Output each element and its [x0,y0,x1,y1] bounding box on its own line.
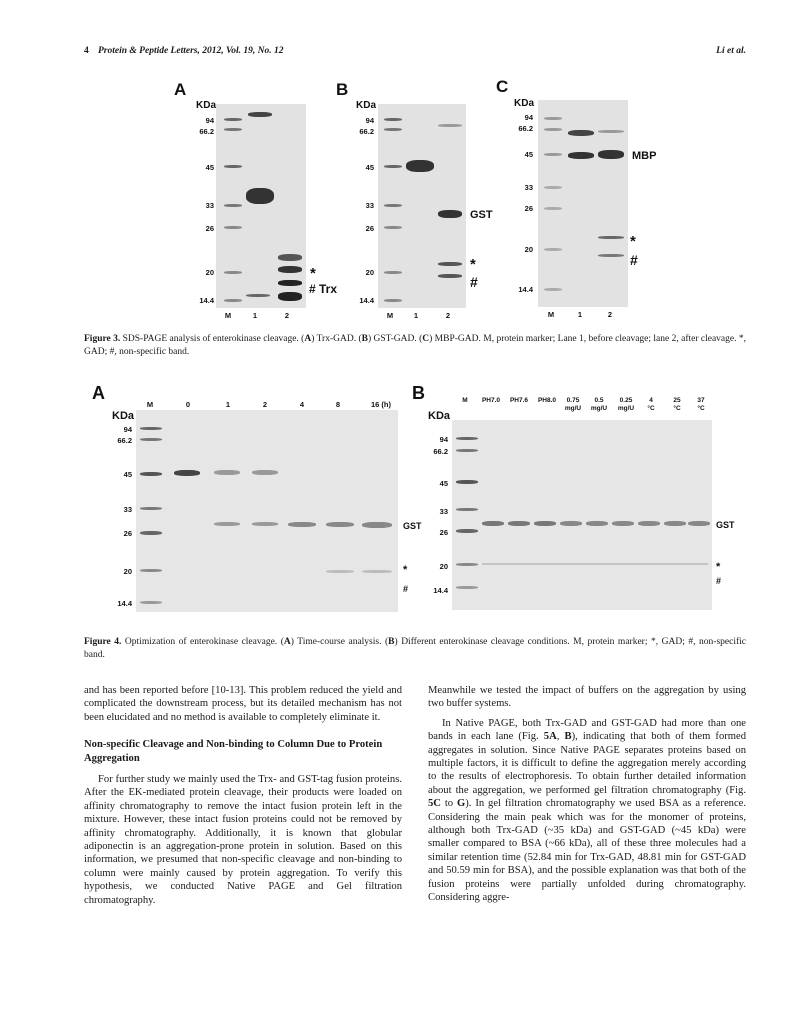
fig4-a-lane-label: 2 [262,400,268,409]
fig3-a-gad-marker: * [310,265,316,282]
fig4-b-lane-top: M [462,397,468,404]
fig4-b-lane-top: 37 [697,397,705,404]
fig3-b-marker-label: 14.4 [359,296,374,305]
fig3-b-marker-label: 94 [365,116,374,125]
paragraph-text: In Native PAGE, both Trx-GAD and GST-GAD had more than one bands in each lane (Fig. [428,717,746,743]
fig3-a-gel-image [216,104,306,308]
fig3-a-marker-label: 66.2 [199,127,214,136]
fig3-a-marker-label: 94 [205,116,214,125]
fig4-a-lane-label: 8 [335,400,341,409]
fig4-b-lane-label [506,397,532,405]
right-paragraph-2 [428,717,746,905]
caption-panel-ref: B [388,637,395,647]
fig3-b-marker-label: 33 [365,201,374,210]
fig4-a-nonspecific-marker: # [403,584,409,594]
caption-text: Optimization of enterokinase cleavage. ( [121,637,284,647]
fig3-c-lane-label: 1 [577,310,583,319]
fig4-b-lane-label [586,397,612,413]
caption-text: ) MBP-GAD. M, protein marker; Lane 1, before cleavage; lane 2, after cleavage. *, GAD; #, non-specific band. [84,334,746,357]
fig3-b-nonspecific-marker: # [470,274,478,290]
fig4-a-marker-label: 94 [123,425,132,434]
fig3-b-lane-label: 2 [445,311,451,320]
caption-text: ) Different enterokinase cleavage conditions. M, protein marker; *, GAD; #, non-specific band. [84,637,747,660]
section-heading: Non-specific Cleavage and Non-binding to Column Due to Protein Aggregation [84,739,383,764]
fig4-a-unit-label: KDa [112,410,135,422]
fig3-c-nonspecific-marker: # [630,252,638,268]
fig3-c-unit-label: KDa [514,98,535,109]
fig4-panel-b-letter: B [412,383,425,403]
fig4-b-lane-top: 4 [649,397,653,404]
paragraph-text: ), indicating that both of them formed aggregates in solution. Since Native PAGE separates proteins based on multiple factors, it is difficult to define the aggregation merely according to the results of electrophoresis. To obtain further detailed information about the aggregation, we performed gel filtration chromatography (Fig. [428,731,747,796]
fig4-a-lane-label: 0 [185,400,191,409]
caption-panel-ref: C [422,334,430,344]
fig3-c-marker-label: 26 [524,204,533,213]
caption-text: SDS-PAGE analysis of enterokinase cleavage. ( [120,334,305,344]
fig4-b-lane-label [613,397,639,413]
fig3-b-gst-label: GST [470,209,493,221]
fig4-a-lane-label: 4 [299,400,305,409]
paragraph-text: , [556,731,565,743]
fig4-b-lane-label [638,397,664,413]
fig4-b-lane-bottom: mg/U [564,405,582,412]
fig4-b-marker-label: 26 [439,528,448,537]
fig3-b-marker-label: 66.2 [359,127,374,136]
fig4-b-gel-image [452,420,712,610]
fig3-a-marker-label: 26 [205,224,214,233]
left-paragraph-2: For further study we mainly used the Trx- and GST-tag fusion proteins. After the EK-mediated protein cleavage, their products were loaded on affinity chromatography to remove the intact fusion protein left in the mixture. However, these intact fusion proteins could not be removed by affinity chromatography. Additionally, it is known that globular adiponectin is an aggregation-prone protein in solution. Based on this information, we presumed that non-specific cleavage and non-binding to column were mainly caused by protein aggregation. To verify this hypothesis, we conducted Native PAGE and Gel filtration chromatography. [84,774,402,906]
fig4-b-lane-top: PH7.6 [509,397,529,404]
fig4-a-gel-image [136,410,398,612]
fig4-a-lane-label: M [146,400,154,409]
fig4-a-marker-label: 14.4 [117,599,132,608]
fig4-b-lane-top: PH7.0 [481,397,501,404]
fig4-b-lane-bottom: mg/U [617,405,635,412]
figure-3-caption [84,333,746,358]
fig4-a-marker-label: 26 [123,529,132,538]
fig4-a-marker-label: 20 [123,567,132,576]
fig4-panel-a-letter: A [92,383,105,403]
fig4-b-lane-label [534,397,560,405]
fig4-b-nonspecific-marker: # [716,576,722,586]
caption-text: ) Trx-GAD. ( [311,334,362,344]
fig3-c-mbp-label: MBP [632,150,657,162]
figure-reference: 5A [543,731,557,743]
fig3-a-lane-label: M [224,311,232,320]
left-paragraph-1: and has been reported before [10-13]. This problem reduced the yield and complicated the downstream process, but its detailed mechanism has not been elucidated and no method is available to completely eliminate it. [84,685,402,723]
figure-4-label: Figure 4. [84,637,122,647]
fig3-a-marker-label: 20 [205,268,214,277]
author-running-head: Li et al. [716,46,746,56]
right-paragraph-1: Meanwhile we tested the impact of buffers on the aggregation by using two buffer systems. [428,685,746,710]
fig4-b-lane-bottom: °C [673,405,681,412]
fig3-b-marker-label: 45 [365,163,374,172]
figure-reference: B [564,731,572,743]
fig4-b-lane-top: 0.75 [566,397,580,404]
fig3-a-unit-label: KDa [196,100,217,111]
figure-3-label: Figure 3. [84,334,121,344]
paragraph-text: to [440,798,457,810]
fig4-b-marker-label: 66.2 [433,447,448,456]
fig4-a-gst-label: GST [403,521,422,531]
page-number: 4 [84,46,89,56]
fig3-c-marker-label: 45 [524,150,533,159]
fig4-b-lane-top: PH8.0 [537,397,557,404]
fig3-panel-a-letter: A [174,80,187,99]
fig3-a-lane-label: 1 [252,311,258,320]
fig3-panel-b-letter: B [336,80,349,99]
fig4-b-lane-top: 25 [673,397,681,404]
fig4-b-marker-label: 45 [439,479,448,488]
fig4-b-marker-label: 20 [439,562,448,571]
caption-text: ) GST-GAD. ( [367,334,423,344]
figure-reference: 5C [428,798,441,810]
fig3-b-lane-label: M [386,311,394,320]
caption-panel-ref: A [283,637,291,647]
fig4-b-marker-label: 14.4 [433,586,448,595]
caption-panel-ref: A [304,334,312,344]
right-column [428,684,746,911]
fig3-b-gad-marker: * [470,256,476,273]
fig4-b-lane-label [560,397,586,413]
fig4-b-lane-top: 0.5 [594,397,604,404]
journal-citation: Protein & Peptide Letters, 2012, Vol. 19, No. 12 [98,46,284,56]
paragraph-text: ). In gel filtration chromatography we used BSA as a reference. Considering the main peak which was for the monomer of proteins, although both Trx-GAD (~35 kDa) and GST-GAD (~45 kDa) were smaller compared to BSA (~66 kDa), all of these three molecules had a similar retention time (52.84 min for Trx-GAD, 48.81 min for GST-GAD and 50.59 min for BSA), and the possible explanation was that both of the fusion proteins were partially unfolded during chromatography. Considering aggre- [428,798,747,904]
fig3-a-marker-label: 33 [205,201,214,210]
fig3-c-lane-label: 2 [607,310,613,319]
caption-text: ) Time-course analysis. ( [290,637,389,647]
fig3-a-marker-label: 45 [205,163,214,172]
fig3-c-gad-marker: * [630,233,636,250]
fig4-a-lane-label: 16 (h) [370,400,391,409]
fig3-a-lane-label: 2 [284,311,290,320]
caption-panel-ref: B [361,334,368,344]
fig4-a-lane-label: 1 [225,400,231,409]
fig3-c-lane-label: M [547,310,555,319]
fig3-b-marker-label: 26 [365,224,374,233]
fig3-c-gel-image [538,100,628,307]
fig3-a-trx-label: # Trx [309,282,338,296]
fig4-b-gad-marker: * [716,561,721,573]
figure-3 [0,0,791,380]
fig4-b-lane-label [452,397,478,405]
fig3-b-unit-label: KDa [356,100,377,111]
fig4-b-lane-label [478,397,504,405]
fig4-b-marker-label: 33 [439,507,448,516]
fig4-b-marker-label: 94 [439,435,448,444]
figure-reference: G [457,798,466,810]
fig3-c-marker-label: 33 [524,183,533,192]
fig4-b-lane-bottom: °C [647,405,655,412]
fig3-b-lane-label: 1 [413,311,419,320]
fig3-c-marker-label: 14.4 [518,285,533,294]
fig3-c-marker-label: 20 [524,245,533,254]
fig3-b-gel-image [378,104,466,308]
fig3-panel-c-letter: C [496,77,509,96]
fig4-b-lane-top: 0.25 [619,397,633,404]
fig4-b-gst-label: GST [716,520,735,530]
left-column [84,684,402,913]
figure-4-caption [84,636,746,661]
fig4-a-marker-label: 33 [123,505,132,514]
fig4-b-unit-label: KDa [428,410,451,422]
fig4-b-lane-label [664,397,690,413]
fig4-b-lane-bottom: mg/U [590,405,608,412]
figure-4 [0,380,791,670]
fig3-b-marker-label: 20 [365,268,374,277]
fig3-c-marker-label: 94 [524,113,533,122]
fig4-b-lane-bottom: °C [697,405,705,412]
fig4-a-marker-label: 66.2 [117,436,132,445]
fig4-a-marker-label: 45 [123,470,132,479]
fig4-a-gad-marker: * [403,564,408,576]
fig3-c-marker-label: 66.2 [518,124,533,133]
fig3-a-marker-label: 14.4 [199,296,214,305]
fig4-b-lane-label [688,397,714,413]
